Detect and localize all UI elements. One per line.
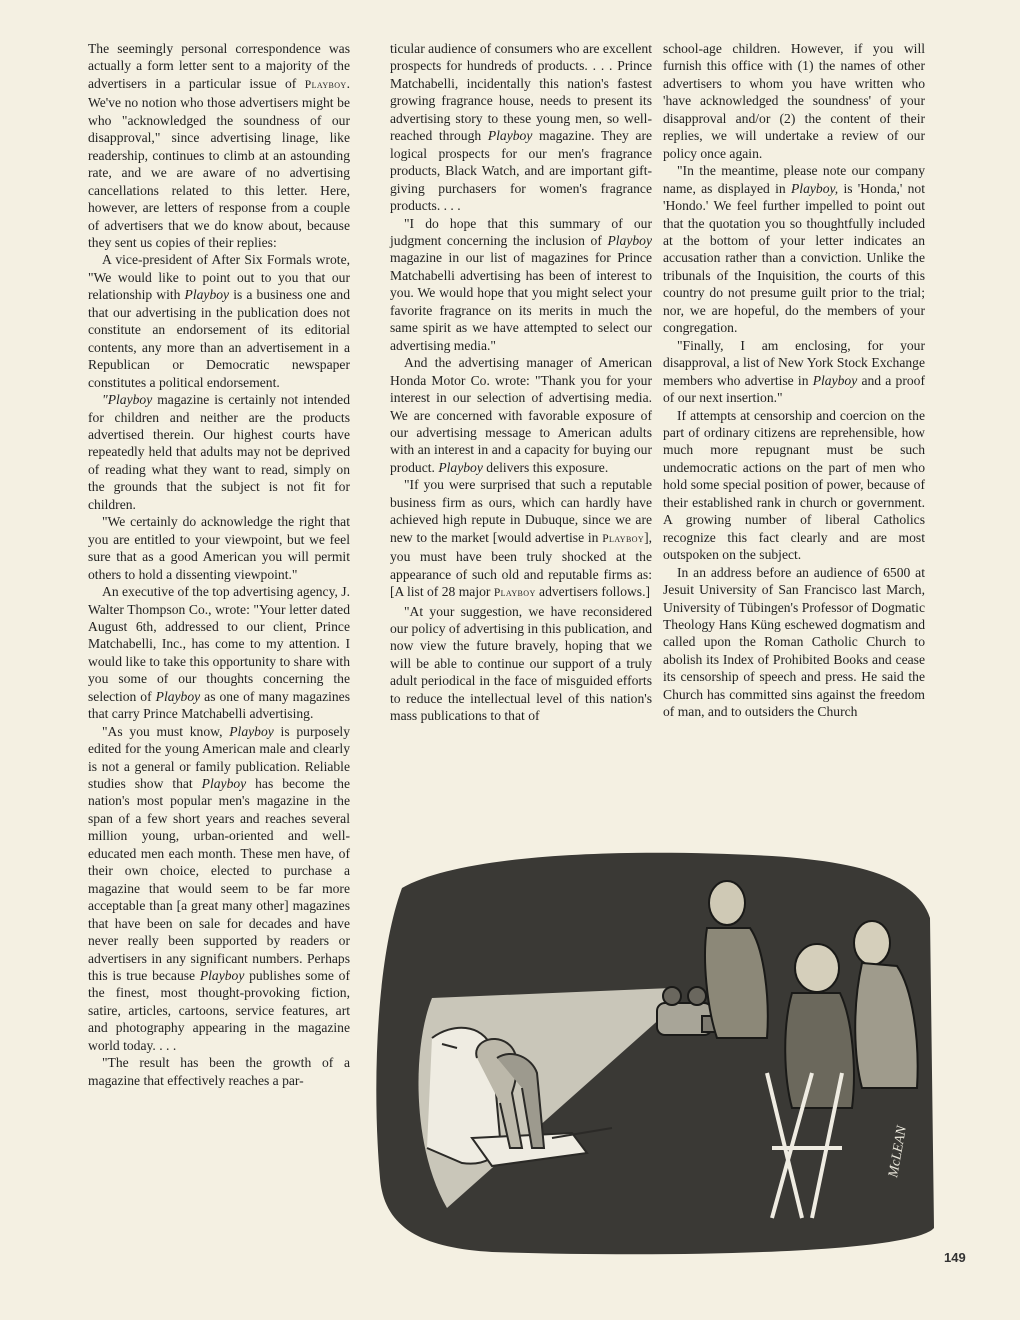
brand-name: Playboy — [201, 776, 247, 792]
brand-name: Playboy — [493, 587, 536, 600]
brand-name: Playboy — [487, 128, 533, 144]
page-number: 149 — [944, 1250, 966, 1265]
brand-name: Playboy — [602, 532, 645, 545]
text-column-2 — [390, 40, 652, 725]
brand-name: "Playboy — [102, 392, 153, 408]
brand-name: Playboy, — [790, 180, 839, 196]
brand-name: Playboy — [812, 372, 858, 388]
paragraph: The seemingly personal correspondence was actually a form letter sent to a majority of the advertisers in a particular issue of Playboy. We've no notion who those advertisers might be who "acknowledged the soundness of our disapproval," since advertising linage, like readership, continues to climb at an astounding rate, and we are aware of no advertising cancellations related to this letter. Here, however, are letters of response from a couple of advertisers that we do know about, because they sent us copies of their replies: — [88, 41, 350, 250]
paragraph: school-age children. However, if you will furnish this office with (1) the names of other advertisers to whom you have written who 'have acknowledged the soundness' of your disapproval and/or (2) the content of their replies, we will undertake a review of our policy once again. — [663, 41, 925, 161]
paragraph: "In the meantime, please note our company name, as displayed in Playboy, is 'Honda,' not 'Hondo.' We feel further impelled to point out that the quotation you so thoughtfully included at the bottom of your letter indicates an accusation rather than a conviction. Unlike the tribunals of the Inquisition, the courts of this country do not presume guilt prior to the trial; nor, we are hopeful, do the members of your congregation. — [663, 163, 926, 336]
paragraph: If attempts at censorship and coercion on the part of ordinary citizens are reprehensible, how much more repugnant must be such undemocratic actions on the part of men who hold some special position of power, because of their established rank in church or government. A growing number of liberal Catholics recognize this fact clearly and are most outspoken on the subject. — [663, 407, 925, 563]
paragraph: "At your suggestion, we have reconsidered our policy of advertising in this publication, and now view the future bravely, hoping that we will be able to continue our support of a truly adult periodical in the face of misguided efforts to reduce the intellectual level of this nation's mass publications to that of — [390, 603, 653, 724]
brand-name: Playboy — [304, 78, 347, 91]
paragraph: "I do hope that this summary of our judgment concerning the inclusion of Playboy magazine in our list of magazines for Prince Matchabelli advertising has been of interest to you. We would hope that you might select your favorite fragrance on its merits in much the same spirit as we have attempted to select our advertising media." — [390, 215, 652, 353]
paragraph: And the advertising manager of American Honda Motor Co. wrote: "Thank you for your interest in our selection of advertising media. We are concerned with favorable exposure of our advertising message to American adults with an interest in and a capacity for buying our product. Playboy delivers this exposure. — [390, 355, 652, 475]
cartoon-illustration — [372, 848, 938, 1260]
paragraph: "We certainly do acknowledge the right that you are entitled to your viewpoint, but we feel sure that as a good American you will permit others to hold a dissenting viewpoint." — [88, 514, 350, 582]
paragraph: "Playboy magazine is certainly not intended for children and neither are the products advertised therein. Our highest courts have repeatedly held that adults may not be deprived of reading what they want to read, simply on the grounds that the subject is not fit for children. — [88, 392, 350, 512]
paragraph: "If you were surprised that such a reputable business firm as ours, which can hardly have achieved high repute in Dubuque, since we are new to the market [would advertise in Playboy], you must have been truly shocked at the appearance of such old and reputable firms as: [A list of 28 major Playboy advertisers follows.] — [390, 477, 652, 600]
paragraph: In an address before an audience of 6500 at Jesuit University of San Francisco last March, University of Tübingen's Professor of Dogmatic Theology Hans Küng eschewed dogmatism and called upon the Roman Catholic Church to abolish its Index of Prohibited Books and cease its censorship of speech and press. He said the Church has committed sins against the freedom of man, and to outsiders the Church — [663, 564, 925, 720]
paragraph: A vice-president of After Six Formals wrote, "We would like to point out to you that our relationship with Playboy is a business one and that our advertising in the publication does not constitute an endorsement of its editorial contents, any more than an advertisement in a Republican or Democratic newspaper constitutes a political endorsement. — [88, 252, 350, 390]
artist-signature: McLEAN — [886, 1124, 910, 1179]
brand-name: Playboy — [229, 723, 274, 739]
text-column-1 — [88, 40, 350, 1089]
brand-name: Playboy — [155, 688, 201, 704]
paragraph: ticular audience of consumers who are excellent prospects for hundreds of products. . . . Prince Matchabelli, incidentally this nation's fastest growing fragrance house, needs to present its advertising story to these young men, so well-reached through Playboy magazine. They are logical prospects for our men's fragrance products, Black Watch, and are important gift-giving purchasers for women's fragrance products. . . . — [390, 41, 653, 214]
brand-name: Playboy — [438, 459, 483, 475]
paragraph: "As you must know, Playboy is purposely edited for the young American male and clearly is not a general or family publication. Reliable studies show that Playboy has become the nation's most popular men's magazine in the span of a few short years and reaches several million young, urban-oriented and well-educated men each month. These men have, of their own choice, elected to purchase a magazine that would seem to be far more acceptable than [a great many other] magazines that have been on sale for decades and have never really been supported by readers or advertisers in any significant numbers. Perhaps this is true because Playboy publishes some of the finest, most thought-provoking fiction, satire, articles, cartoons, service features, art and photography appearing in the magazine world today. . . . — [88, 723, 350, 1053]
paragraph: "The result has been the growth of a magazine that effectively reaches a par- — [88, 1055, 350, 1088]
text-column-3 — [663, 40, 925, 721]
paragraph: An executive of the top advertising agency, J. Walter Thompson Co., wrote: "Your letter dated August 6th, addressed to our client, Prince Matchabelli, Inc., has come to my attention. I would like to take this opportunity to share with you some of our thoughts concerning the selection of Playboy as one of many magazines that carry Prince Matchabelli advertising. — [88, 584, 351, 722]
brand-name: Playboy — [184, 287, 230, 303]
brand-name: Playboy — [199, 968, 245, 984]
brand-name: Playboy — [607, 232, 652, 248]
paragraph: "Finally, I am enclosing, for your disapproval, a list of New York Stock Exchange members who advertise in Playboy and a proof of our next insertion." — [663, 337, 925, 406]
